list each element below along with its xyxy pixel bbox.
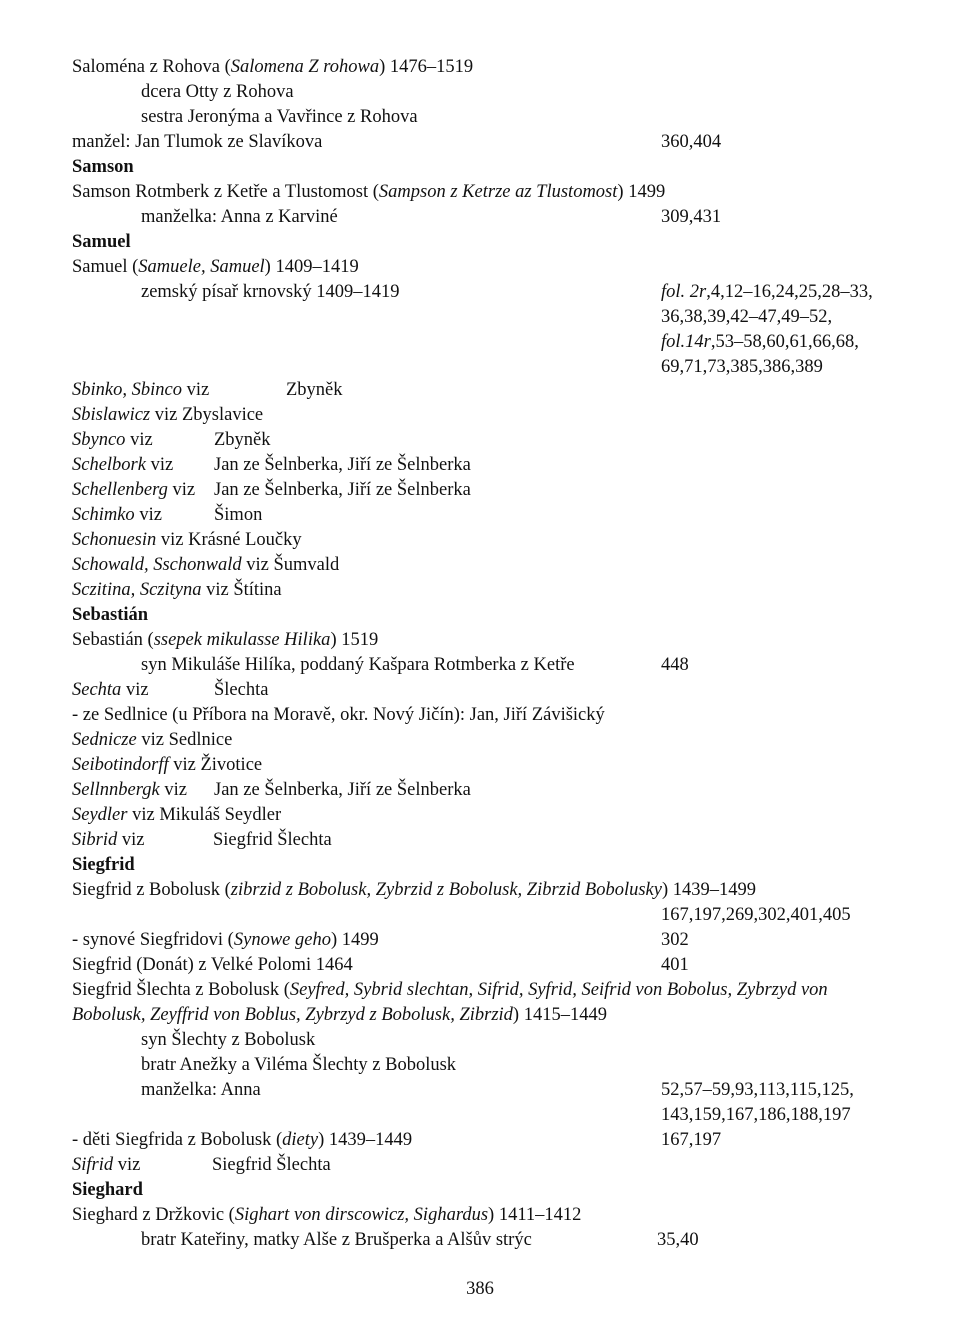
entry-detail: dcera Otty z Rohova: [141, 82, 294, 102]
entry-detail: zemský písař krnovský 1409–1419: [141, 282, 400, 302]
entry-detail: Siegfrid (Donát) z Velké Polomi 1464: [72, 955, 353, 975]
cross-reference: Schimko viz Šimon: [72, 505, 263, 525]
section-heading: Siegfrid: [72, 855, 135, 875]
page-reference: fol. 2r,4,12–16,24,25,28–33,: [661, 282, 873, 302]
entry-siegfrid: Siegfrid z Bobolusk (zibrzid z Bobolusk, Zybrzid z Bobolusk, Zibrzid Bobolusky) 1439–1499: [72, 880, 757, 900]
section-heading: Samson: [72, 157, 134, 177]
cross-reference: Sifrid viz Siegfrid Šlechta: [72, 1155, 331, 1175]
page-reference: 309,431: [661, 207, 722, 227]
cross-reference: Schellenberg viz Jan ze Šelnberka, Jiří ze Šelnberka: [72, 480, 471, 500]
entry-detail: - synové Siegfridovi (Synowe geho) 1499: [72, 930, 379, 950]
entry-salomena: Saloména z Rohova (Salomena Z rohowa) 1476–1519: [72, 57, 474, 77]
cross-reference: Sechta viz Šlechta: [72, 680, 269, 700]
entry-sieghard: Sieghard z Držkovic (Sighart von dirscowicz, Sighardus) 1411–1412: [72, 1205, 582, 1225]
entry-detail: manželka: Anna z Karviné: [141, 207, 338, 227]
page-reference: 69,71,73,385,386,389: [661, 357, 823, 377]
section-heading: Samuel: [72, 232, 131, 252]
page-reference: 448: [661, 655, 689, 675]
cross-reference: Sibrid viz Siegfrid Šlechta: [72, 830, 332, 850]
cross-reference: Schonuesin viz Krásné Loučky: [72, 530, 302, 550]
cross-reference: Sczitina, Sczityna viz Štítina: [72, 580, 282, 600]
cross-reference: - ze Sedlnice (u Příbora na Moravě, okr. Nový Jičín): Jan, Jiří Závišický: [72, 705, 605, 725]
entry-detail: sestra Jeronýma a Vavřince z Rohova: [141, 107, 418, 127]
page-reference: 167,197: [661, 1130, 722, 1150]
page-reference: 35,40: [657, 1230, 699, 1250]
entry-detail: manžel: Jan Tlumok ze Slavíkova: [72, 132, 323, 152]
cross-reference: Sbynco viz Zbyněk: [72, 430, 271, 450]
page-reference: 52,57–59,93,113,115,125,: [661, 1080, 854, 1100]
cross-reference: Seydler viz Mikuláš Seydler: [72, 805, 282, 825]
cross-reference: Sbinko, Sbinco viz Zbyněk: [72, 380, 343, 400]
entry-siegfrid-slechta: Siegfrid Šlechta z Bobolusk (Seyfred, Sybrid slechtan, Sifrid, Syfrid, Seifrid von Bobolus, Zybrzyd von: [72, 980, 828, 1000]
page-reference: fol.14r,53–58,60,61,66,68,: [661, 332, 859, 352]
entry-samson: Samson Rotmberk z Ketře a Tlustomost (Sampson z Ketrze az Tlustomost) 1499: [72, 182, 666, 202]
cross-reference: Seibotindorff viz Životice: [72, 755, 263, 775]
entry-detail: - děti Siegfrida z Bobolusk (diety) 1439–1449: [72, 1130, 413, 1150]
cross-reference: Schowald, Sschonwald viz Šumvald: [72, 555, 340, 575]
page-number: 386: [466, 1279, 494, 1299]
page-reference: 401: [661, 955, 689, 975]
cross-reference: Sellnnbergk viz Jan ze Šelnberka, Jiří ze Šelnberka: [72, 780, 471, 800]
page-reference: 302: [661, 930, 689, 950]
section-heading: Sieghard: [72, 1180, 143, 1200]
entry-detail: bratr Anežky a Viléma Šlechty z Bobolusk: [141, 1055, 457, 1075]
page-reference: 143,159,167,186,188,197: [661, 1105, 851, 1125]
page-reference: 360,404: [661, 132, 722, 152]
entry-detail: syn Mikuláše Hilíka, poddaný Kašpara Rotmberka z Ketře: [141, 655, 575, 675]
entry-siegfrid-slechta: Bobolusk, Zeyffrid von Boblus, Zybrzyd z Bobolusk, Zibrzid) 1415–1449: [72, 1005, 607, 1025]
cross-reference: Sbislawicz viz Zbyslavice: [72, 405, 264, 425]
entry-samuel: Samuel (Samuele, Samuel) 1409–1419: [72, 257, 359, 277]
page-reference: 36,38,39,42–47,49–52,: [661, 307, 833, 327]
entry-detail: manželka: Anna: [141, 1080, 261, 1100]
cross-reference: Sednicze viz Sedlnice: [72, 730, 233, 750]
section-heading: Sebastián: [72, 605, 149, 625]
entry-sebastian: Sebastián (ssepek mikulasse Hilika) 1519: [72, 630, 379, 650]
page-reference: 167,197,269,302,401,405: [661, 905, 851, 925]
entry-detail: syn Šlechty z Bobolusk: [141, 1030, 316, 1050]
entry-detail: bratr Kateřiny, matky Alše z Brušperka a Alšův strýc: [141, 1230, 532, 1250]
cross-reference: Schelbork viz Jan ze Šelnberka, Jiří ze Šelnberka: [72, 455, 471, 475]
